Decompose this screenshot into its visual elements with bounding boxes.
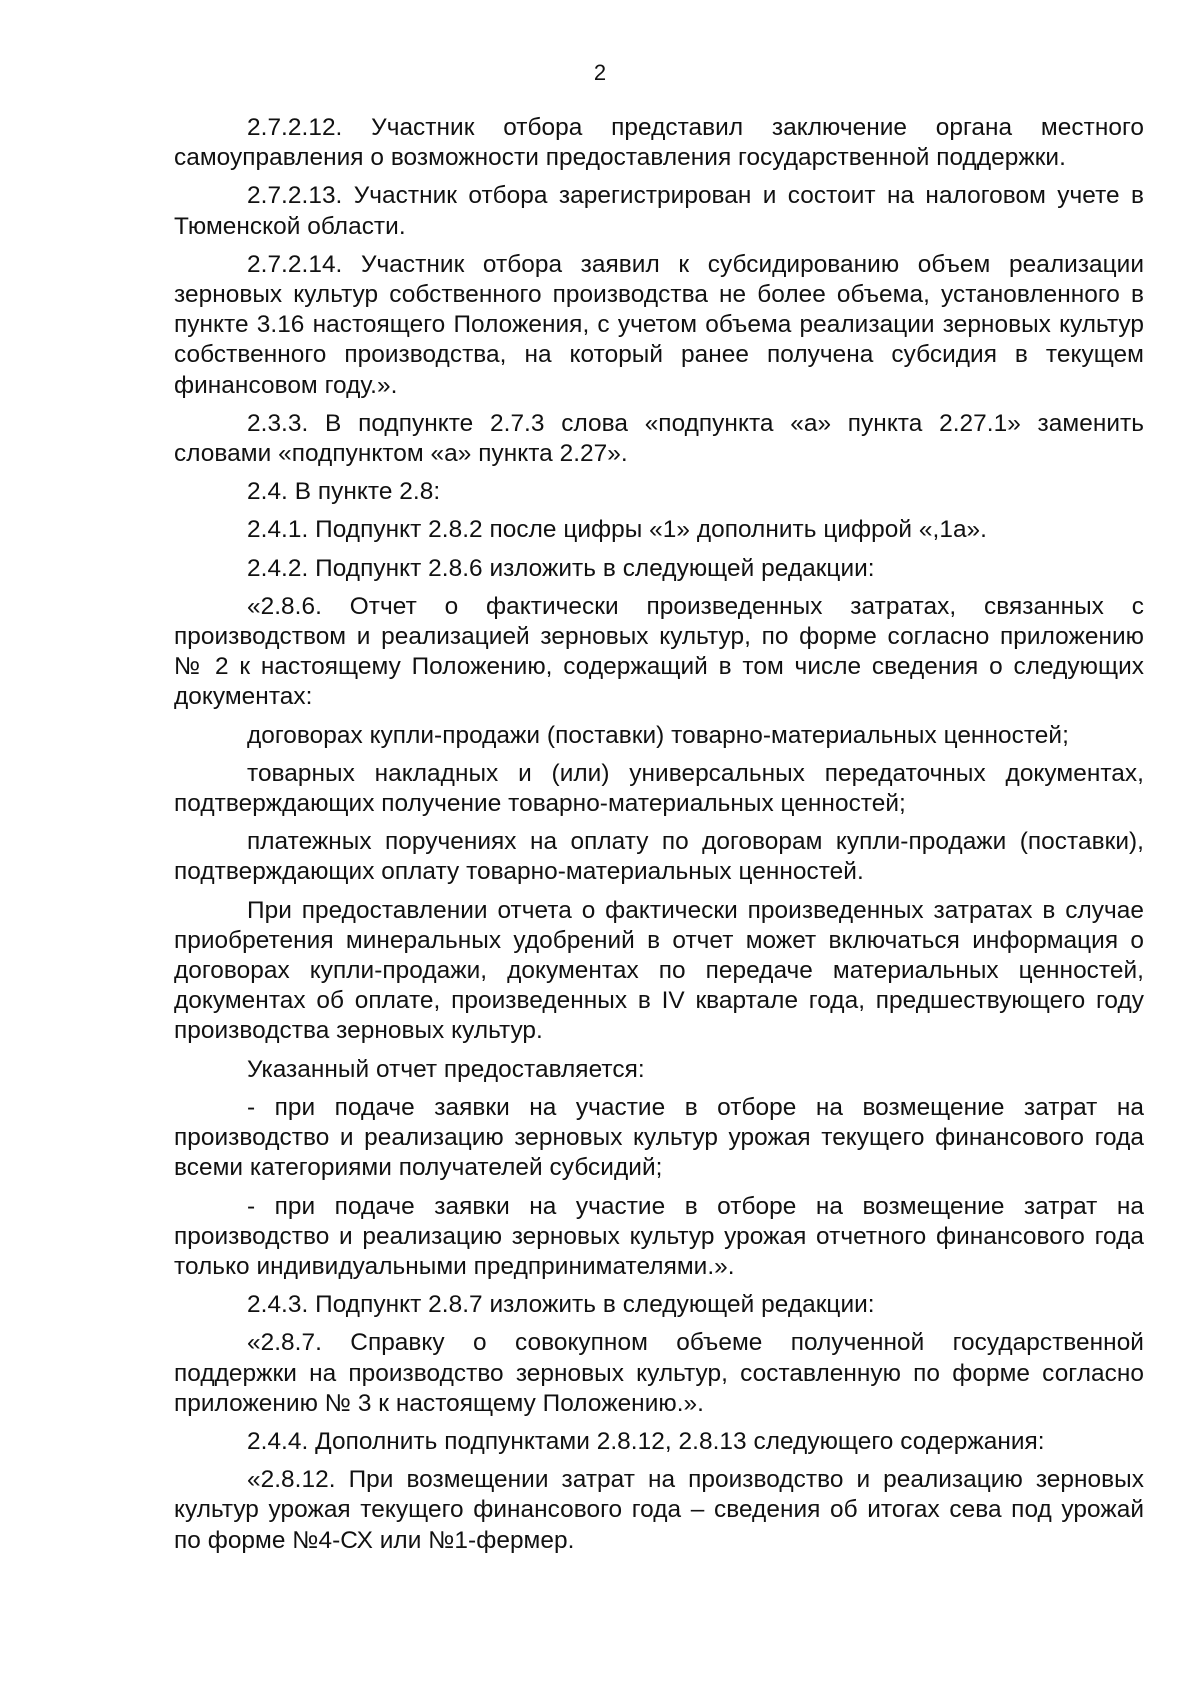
paragraph-2-7-2-14: 2.7.2.14. Участник отбора заявил к субсидированию объем реализации зерновых культур собственного производства не более объема, установленного в пункте 3.16 настоящего Положения, с учетом объема реализации зерновых культур собственного производства, на который ранее получена субсидия в текущем финансовом году.».: [174, 250, 1144, 399]
paragraph-2-4-3: 2.4.3. Подпункт 2.8.7 изложить в следующей редакции:: [247, 1291, 875, 1319]
paragraph-report-submitted: Указанный отчет предоставляется:: [247, 1055, 645, 1083]
document-body: [174, 113, 1144, 1564]
paragraph-contracts: договорах купли-продажи (поставки) товарно-материальных ценностей;: [247, 721, 1069, 749]
paragraph-2-7-2-12: 2.7.2.12. Участник отбора представил заключение органа местного самоуправления о возможности предоставления государственной поддержки.: [174, 114, 1144, 172]
paragraph-invoices: товарных накладных и (или) универсальных передаточных документах, подтверждающих получение товарно-материальных ценностей;: [174, 759, 1144, 818]
paragraph-2-7-2-13: 2.7.2.13. Участник отбора зарегистрирован и состоит на налоговом учете в Тюменской области.: [174, 182, 1144, 240]
paragraph-current-year-bullet: - при подаче заявки на участие в отборе на возмещение затрат на производство и реализацию зерновых культур урожая текущего финансового года всеми категориями получателей субсидий;: [174, 1093, 1144, 1182]
paragraph-2-3-3: 2.3.3. В подпункте 2.7.3 слова «подпункта «а» пункта 2.27.1» заменить словами «подпунктом «а» пункта 2.27».: [174, 409, 1144, 468]
paragraph-reporting-year-bullet: - при подаче заявки на участие в отборе на возмещение затрат на производство и реализацию зерновых культур урожая отчетного финансового года только индивидуальными предпринимателями.».: [174, 1192, 1144, 1280]
paragraph-2-4: 2.4. В пункте 2.8:: [247, 478, 441, 506]
paragraph-2-8-6: «2.8.6. Отчет о фактически произведенных затратах, связанных с производством и реализацией зерновых культур, по форме согласно приложению № 2 к настоящему Положению, содержащий в том числе сведения о следующих документах:: [174, 592, 1144, 711]
paragraph-2-4-1: 2.4.1. Подпункт 2.8.2 после цифры «1» дополнить цифрой «,1а».: [247, 516, 987, 544]
paragraph-2-8-12: «2.8.12. При возмещении затрат на производство и реализацию зерновых культур урожая текущего финансового года – сведения об итогах сева под урожай по форме №4-СХ или №1-фермер.: [174, 1466, 1144, 1554]
paragraph-2-4-4: 2.4.4. Дополнить подпунктами 2.8.12, 2.8.13 следующего содержания:: [247, 1427, 1045, 1455]
paragraph-2-8-7: «2.8.7. Справку о совокупном объеме полученной государственной поддержки на производство зерновых культур, составленную по форме согласно приложению № 3 к настоящему Положению.».: [174, 1329, 1144, 1417]
paragraph-2-4-2: 2.4.2. Подпункт 2.8.6 изложить в следующей редакции:: [247, 554, 875, 582]
paragraph-fertilizer-report: При предоставлении отчета о фактически произведенных затратах в случае приобретения минеральных удобрений в отчет может включаться информация о договорах купли-продажи, документах по передаче материальных ценностей, документах об оплате, произведенных в IV квартале года, предшествующего году производства зерновых культур.: [174, 896, 1144, 1045]
paragraph-payment-orders: платежных поручениях на оплату по договорам купли-продажи (поставки), подтверждающих оплату товарно-материальных ценностей.: [174, 828, 1144, 886]
page-number: 2: [593, 60, 607, 85]
